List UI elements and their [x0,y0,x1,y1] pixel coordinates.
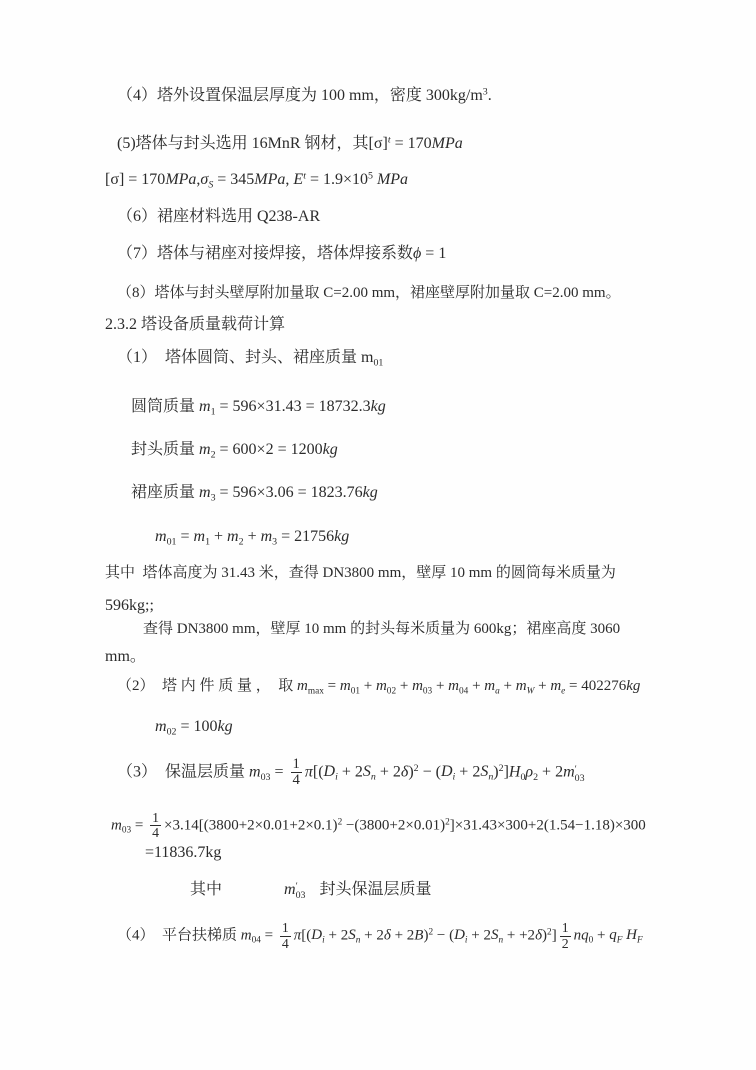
para-item-4-insulation: （4）塔外设置保温层厚度为 100 mm，密度 $300kg/m^3$. [117,86,492,104]
para-item-2-internals: （2） 塔 内 件 质 量 ， 取 $m_{max} = m_{01} + m_{02} + m_{03} + m_{04} + m_a + m_W + m_e = 402276kg$ [117,677,641,696]
para-item-3-insulation-mass: （3） 保温层质量 $m_{03}$ = $\frac{1}{4}$ $\pi[(D_i + 2S_n + 2\delta)^2 - (D_i + 2S_n)^2]H_0\rho_2 + 2m$ ′ 03 [117,755,585,789]
para-item-8-thickness: （8）塔体与封头壁厚附加量取 C=2.00 mm，裙座壁厚附加量取 C=2.00 mm。 [117,284,621,301]
para-item-6-skirt-material: （6）裙座材料选用 Q238-AR [117,207,321,225]
note-tower-height-cont: 596kg;; [105,596,154,614]
formula-m01-total: $m_{01} = m_1 + m_2 + m_3 = 21756kg$ [155,527,350,548]
note-m03-prime-definition: 其中 m ′ 03 封头保温层质量 [190,880,432,902]
para-item-7-welding: （7）塔体与裙座对接焊接，塔体焊接系数ϕ = 1 [117,244,447,262]
formula-skirt-mass: 裙座质量 $m_3 = 596\times 3.06 = 1823.76kg$ [131,484,378,504]
para-item-5-material: (5)塔体与封头选用 16MnR 钢材，其$[\sigma]^t = 170MPa$ [117,134,463,153]
note-head-lookup-cont: mm。 [105,647,146,665]
formula-m03-calculation: $m_{03}$ = $\frac{1}{4}$ $\times 3.14[(3800+2\times 0.01+2\times 0.1)^2 -(3800+2\times 0.01)^2]\times 31.43\times 300+2(1.54-1.18)\times 300$ [111,809,646,841]
note-tower-height: 其中 塔体高度为 31.43 米，查得 DN3800 mm，壁厚 10 mm 的圆筒每米质量为 [105,564,616,581]
para-sigma-values: $[\sigma] = 170MPa,\sigma_S = 345MPa$, $E^t = 1.9\times 10^5$ MPa [105,170,409,191]
formula-head-mass: 封头质量 $m_2 = 600\times 2 = 1200kg$ [131,441,338,461]
para-item-1-mass: （1） 塔体圆筒、封头、裙座质量 $m_{01}$ [117,348,384,369]
formula-m03-result: =11836.7kg [145,843,222,861]
note-head-lookup: 查得 DN3800 mm，壁厚 10 mm 的封头每米质量为 600kg；裙座高度 3060 [143,620,621,637]
para-item-4-platform-mass: （4） 平台扶梯质 $m_{04}$ = $\frac{1}{4}$ $\pi[(D_i + 2S_n + 2\delta + 2B)^2 - (D_i + 2S_n + +2\delta)^2]$ $\frac{1}{2}$ $nq_0 + q_F$ $H_F$ [117,920,643,951]
section-heading-2-3-2: 2.3.2 塔设备质量载荷计算 [105,315,286,333]
formula-m02: $m_{02} = 100kg$ [155,718,233,738]
formula-cylinder-mass: 圆筒质量 $m_1 = 596\times 31.43 = 18732.3kg$ [131,398,386,418]
